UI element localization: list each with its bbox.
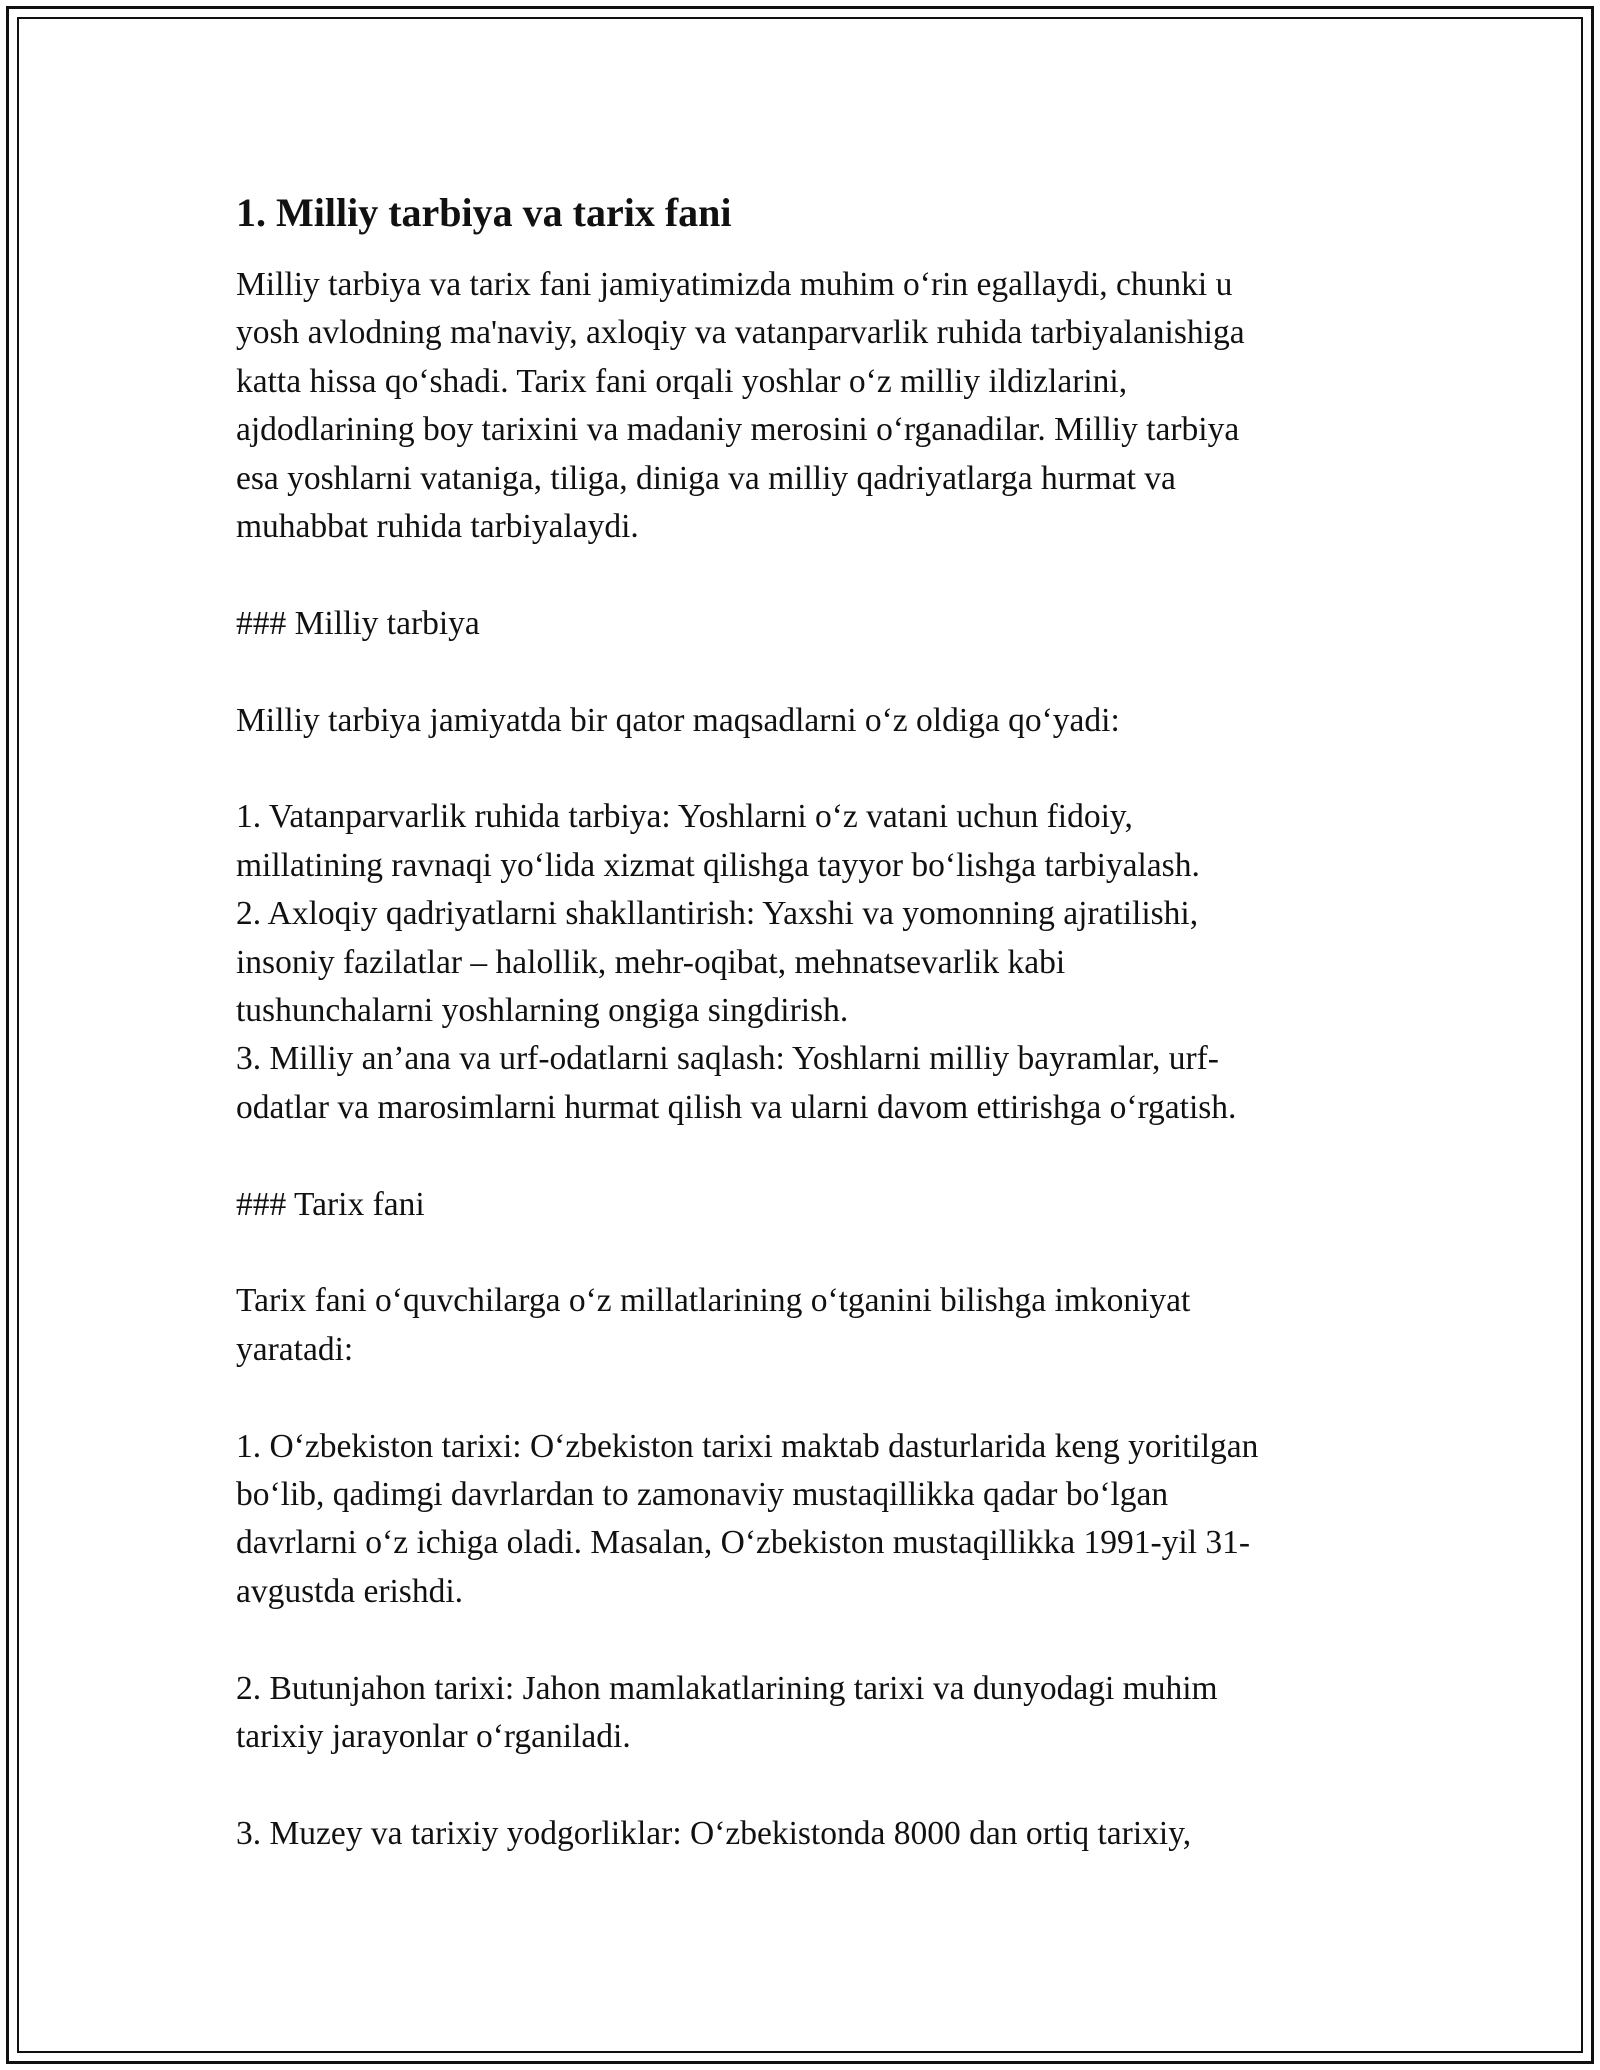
list-item-line: odatlar va marosimlarni hurmat qilish va ularni davom ettirishga o‘rgatish. (236, 1088, 1237, 1126)
list-item-line: 1. Vatanparvarlik ruhida tarbiya: Yoshlarni o‘z vatani uchun fidoiy, (236, 798, 1133, 836)
section-heading-milliy-tarbiya (236, 600, 1366, 648)
text-line: ajdodlarining boy tarixini va madaniy merosini o‘rganadilar. Milliy tarbiya (236, 411, 1240, 449)
tarix-list-item-1 (236, 1423, 1366, 1617)
text-line: katta hissa qo‘shadi. Tarix fani orqali yoshlar o‘z milliy ildizlarini, (236, 362, 1128, 400)
list-item-line: 3. Muzey va tarixiy yodgorliklar: O‘zbekistonda 8000 dan ortiq tarixiy, (236, 1814, 1192, 1852)
text-line: Milliy tarbiya jamiyatda bir qator maqsadlarni o‘z oldiga qo‘yadi: (236, 701, 1120, 739)
list-item-line: 2. Butunjahon tarixi: Jahon mamlakatlarining tarixi va dunyodagi muhim (236, 1669, 1218, 1707)
text-line: yosh avlodning ma'naviy, axloqiy va vatanparvarlik ruhida tarbiyalanishiga (236, 314, 1245, 352)
list-item-line: 1. O‘zbekiston tarixi: O‘zbekiston tarixi maktab dasturlarida keng yoritilgan (236, 1427, 1259, 1465)
milliy-tarbiya-list (236, 793, 1366, 1132)
list-item-line: insoniy fazilatlar – halollik, mehr-oqibat, mehnatsevarlik kabi (236, 943, 1066, 981)
document-title: 1. Milliy tarbiya va tarix fani (236, 190, 732, 235)
intro-paragraph (236, 261, 1366, 551)
section-heading-tarix-fani (236, 1181, 1366, 1229)
list-item-line: tushunchalarni yoshlarning ongiga singdirish. (236, 992, 849, 1030)
list-item-line: tarixiy jarayonlar o‘rganiladi. (236, 1718, 631, 1756)
list-item-line: avgustda erishdi. (236, 1572, 464, 1610)
section-lead-tarix-fani (236, 1277, 1366, 1374)
text-line: Milliy tarbiya va tarix fani jamiyatimizda muhim o‘rin egallaydi, chunki u (236, 266, 1233, 303)
tarix-list-item-3 (236, 1810, 1366, 1858)
text-line: esa yoshlarni vataniga, tiliga, diniga va milliy qadriyatlarga hurmat va (236, 459, 1176, 497)
text-line: ### Milliy tarbiya (236, 604, 480, 642)
text-line: muhabbat ruhida tarbiyalaydi. (236, 508, 639, 546)
list-item-line: bo‘lib, qadimgi davrlardan to zamonaviy mustaqillikka qadar bo‘lgan (236, 1476, 1169, 1514)
list-item-line: davrlarni o‘z ichiga oladi. Masalan, O‘zbekiston mustaqillikka 1991-yil 31- (236, 1524, 1251, 1562)
section-lead-milliy-tarbiya (236, 697, 1366, 745)
list-item-line: 2. Axloqiy qadriyatlarni shakllantirish: Yaxshi va yomonning ajratilishi, (236, 895, 1199, 933)
list-item-line: 3. Milliy an’ana va urf-odatlarni saqlash: Yoshlarni milliy bayramlar, urf- (236, 1040, 1219, 1078)
text-line: yaratadi: (236, 1330, 354, 1368)
text-line: ### Tarix fani (236, 1185, 425, 1223)
tarix-list-item-2 (236, 1665, 1366, 1762)
text-line: Tarix fani o‘quvchilarga o‘z millatlarining o‘tganini bilishga imkoniyat (236, 1282, 1191, 1320)
document-body (236, 185, 1366, 1907)
list-item-line: millatining ravnaqi yo‘lida xizmat qilishga tayyor bo‘lishga tarbiyalash. (236, 846, 1200, 884)
